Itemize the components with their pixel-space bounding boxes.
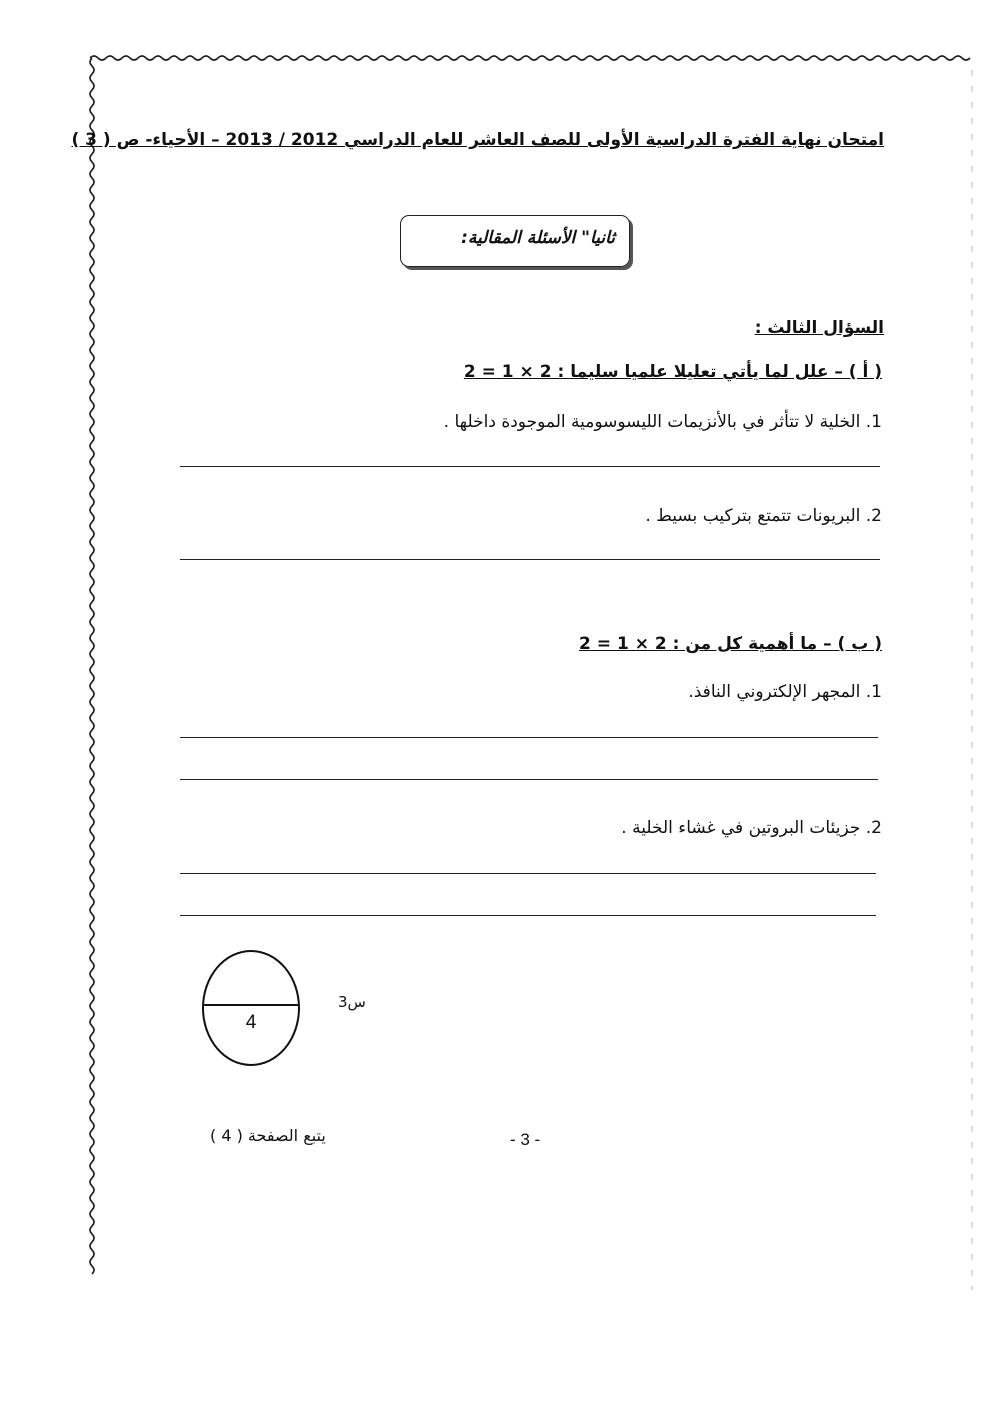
- score-question-label: س3: [338, 993, 366, 1011]
- part-b-item-2: 2. جزيئات البروتين في غشاء الخلية .: [621, 818, 882, 838]
- part-a-item-2: 2. البريونات تتمتع بتركيب بسيط .: [645, 506, 882, 526]
- score-divider: [204, 1004, 298, 1006]
- question-title: السؤال الثالث :: [754, 318, 884, 338]
- score-oval: [202, 950, 300, 1066]
- part-b-item-1: 1. المجهر الإلكتروني النافذ.: [688, 682, 882, 702]
- part-a-title: ( أ ) – علل لما يأتي تعليلا علميا سليما : 2 × 1 = 2: [463, 362, 882, 382]
- part-a-item-1: 1. الخلية لا تتأثر في بالأنزيمات الليسوسومية الموجودة داخلها .: [443, 412, 882, 432]
- continue-note: يتبع الصفحة ( 4 ): [210, 1126, 326, 1145]
- page-number: - 3 -: [510, 1130, 541, 1149]
- answer-line[interactable]: [180, 737, 878, 738]
- answer-line[interactable]: [180, 559, 880, 560]
- answer-line[interactable]: [180, 466, 880, 467]
- answer-line[interactable]: [180, 779, 878, 780]
- answer-line[interactable]: [180, 873, 876, 874]
- score-value: 4: [245, 1012, 257, 1033]
- section-title-box: [400, 215, 630, 267]
- exam-header: امتحان نهاية الفترة الدراسية الأولى للصف العاشر للعام الدراسي 2012 / 2013 – الأحياء- ص ( 3 ): [71, 130, 884, 150]
- answer-line[interactable]: [180, 915, 876, 916]
- section-title: ثانيا" الأسئلة المقالية:: [461, 228, 615, 248]
- part-b-title: ( ب ) – ما أهمية كل من : 2 × 1 = 2: [579, 634, 882, 654]
